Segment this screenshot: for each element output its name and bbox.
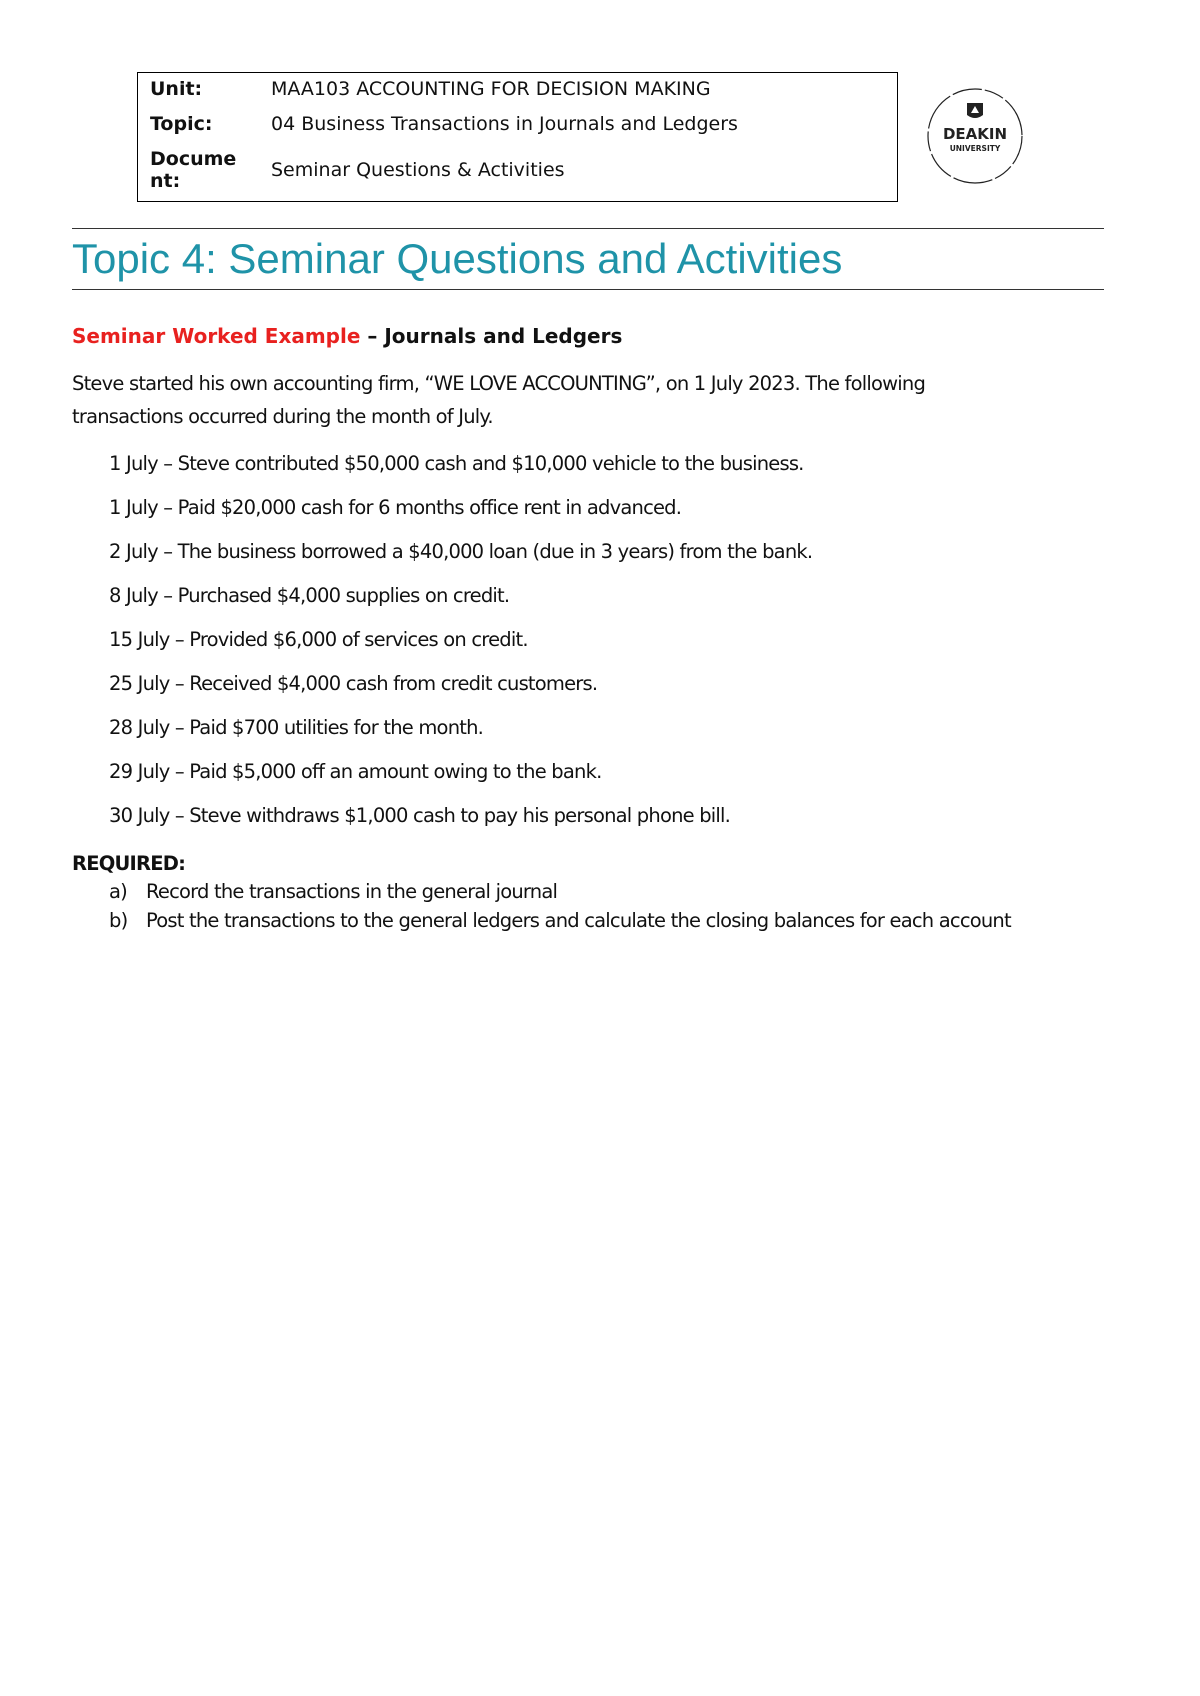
- transaction-item: 1 July – Paid $20,000 cash for 6 months office rent in advanced.: [109, 496, 682, 519]
- section-heading-rest: – Journals and Ledgers: [360, 324, 623, 348]
- title-rule-bottom: [72, 289, 1104, 290]
- required-item-text: Post the transactions to the general ledgers and calculate the closing balances for each account: [146, 909, 1011, 932]
- required-item-letter: a): [109, 880, 127, 903]
- intro-line: Steve started his own accounting firm, “WE LOVE ACCOUNTING”, on 1 July 2023. The following: [72, 372, 926, 395]
- document-label-line2: nt:: [150, 170, 181, 192]
- title-rule-top: [72, 228, 1104, 229]
- unit-label: Unit:: [150, 78, 203, 100]
- required-item-text: Record the transactions in the general journal: [146, 880, 558, 903]
- topic-value: 04 Business Transactions in Journals and Ledgers: [271, 113, 738, 135]
- required-item-b: [109, 904, 1011, 937]
- transaction-item: 28 July – Paid $700 utilities for the month.: [109, 716, 484, 739]
- intro-paragraph: [72, 367, 925, 433]
- required-item-letter: b): [109, 909, 128, 932]
- crest-icon: [967, 103, 983, 118]
- required-label: REQUIRED:: [72, 852, 186, 875]
- transaction-item: 15 July – Provided $6,000 of services on credit.: [109, 628, 528, 651]
- page-title: Topic 4: Seminar Questions and Activities: [72, 235, 843, 282]
- deakin-university-logo: [925, 86, 1025, 186]
- intro-line: transactions occurred during the month of July.: [72, 405, 493, 428]
- transaction-item: 2 July – The business borrowed a $40,000 loan (due in 3 years) from the bank.: [109, 540, 813, 563]
- document-label-line1: Docume: [150, 148, 237, 170]
- transaction-item: 8 July – Purchased $4,000 supplies on credit.: [109, 584, 510, 607]
- logo-text-sub: UNIVERSITY: [949, 144, 1001, 153]
- section-heading-red: Seminar Worked Example: [72, 324, 361, 348]
- logo-text-main: DEAKIN: [942, 125, 1008, 143]
- section-heading: [72, 322, 622, 350]
- unit-value: MAA103 ACCOUNTING FOR DECISION MAKING: [271, 78, 711, 100]
- transaction-item: 1 July – Steve contributed $50,000 cash and $10,000 vehicle to the business.: [109, 452, 804, 475]
- topic-label: Topic:: [150, 113, 213, 135]
- transaction-item: 30 July – Steve withdraws $1,000 cash to pay his personal phone bill.: [109, 804, 731, 827]
- document-value: Seminar Questions & Activities: [271, 159, 565, 181]
- transaction-item: 25 July – Received $4,000 cash from credit customers.: [109, 672, 598, 695]
- transaction-item: 29 July – Paid $5,000 off an amount owing to the bank.: [109, 760, 602, 783]
- document-header-table: [137, 72, 898, 202]
